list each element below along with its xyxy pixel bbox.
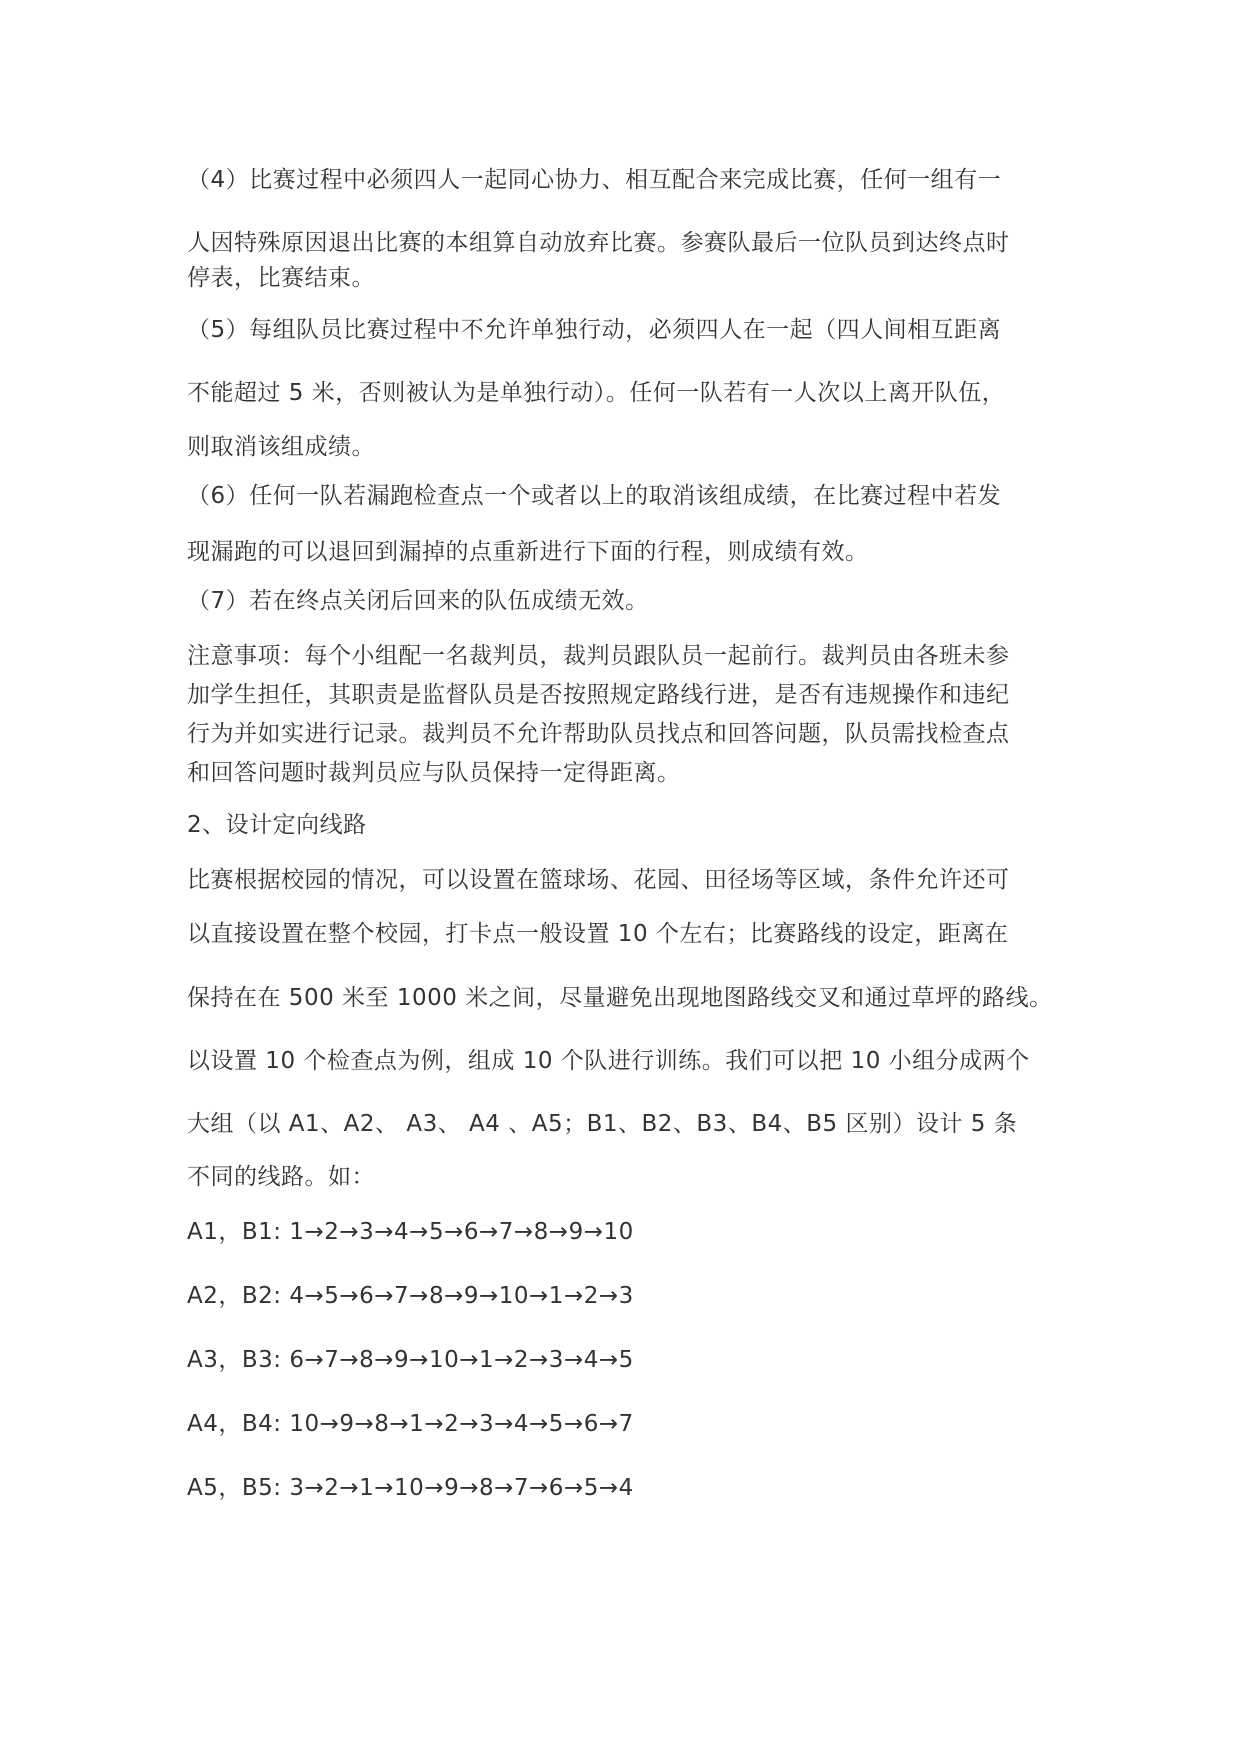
notes-line-1: 注意事项：每个小组配一名裁判员，裁判员跟队员一起前行。裁判员由各班未参 — [187, 643, 1010, 669]
route-line-a4-b4: A4，B4: 10→9→8→1→2→3→4→5→6→7 — [187, 1411, 634, 1437]
route-line-a5-b5: A5，B5: 3→2→1→10→9→8→7→6→5→4 — [187, 1475, 634, 1501]
design-paragraph-line-1: 比赛根据校园的情况，可以设置在篮球场、花园、田径场等区域，条件允许还可 — [187, 867, 1010, 893]
design-paragraph-line-2: 以直接设置在整个校园，打卡点一般设置 10 个左右；比赛路线的设定，距离在 — [187, 921, 1009, 947]
route-line-a1-b1: A1，B1: 1→2→3→4→5→6→7→8→9→10 — [187, 1219, 634, 1245]
rule-6-line-1: （6）任何一队若漏跑检查点一个或者以上的取消该组成绩，在比赛过程中若发 — [187, 483, 1002, 509]
design-paragraph-line-5: 大组（以 A1、A2、 A3、 A4 、A5；B1、B2、B3、B4、B5 区别）设计 5 条 — [187, 1111, 1018, 1137]
notes-line-4: 和回答问题时裁判员应与队员保持一定得距离。 — [187, 760, 681, 786]
design-paragraph-line-6: 不同的线路。如： — [187, 1164, 375, 1190]
rule-5-line-2: 不能超过 5 米，否则被认为是单独行动）。任何一队若有一人次以上离开队伍， — [187, 380, 1006, 406]
design-paragraph-line-3: 保持在在 500 米至 1000 米之间，尽量避免出现地图路线交叉和通过草坪的路线。 — [187, 985, 1053, 1011]
rule-6-line-2: 现漏跑的可以退回到漏掉的点重新进行下面的行程，则成绩有效。 — [187, 539, 869, 565]
rule-5-line-3: 则取消该组成绩。 — [187, 434, 375, 460]
section-heading: 2、设计定向线路 — [187, 812, 367, 838]
rule-4-line-2: 人因特殊原因退出比赛的本组算自动放弃比赛。参赛队最后一位队员到达终点时 — [187, 230, 1010, 256]
rule-7-line: （7）若在终点关闭后回来的队伍成绩无效。 — [187, 588, 649, 614]
rule-5-line-1: （5）每组队员比赛过程中不允许单独行动，必须四人在一起（四人间相互距离 — [187, 317, 1002, 343]
route-line-a3-b3: A3，B3: 6→7→8→9→10→1→2→3→4→5 — [187, 1347, 634, 1373]
route-line-a2-b2: A2，B2: 4→5→6→7→8→9→10→1→2→3 — [187, 1283, 634, 1309]
notes-line-2: 加学生担任，其职责是监督队员是否按照规定路线行进，是否有违规操作和违纪 — [187, 682, 1010, 708]
design-paragraph-line-4: 以设置 10 个检查点为例，组成 10 个队进行训练。我们可以把 10 小组分成两个 — [187, 1048, 1030, 1074]
rule-4-line-3: 停表，比赛结束。 — [187, 265, 375, 291]
notes-line-3: 行为并如实进行记录。裁判员不允许帮助队员找点和回答问题，队员需找检查点 — [187, 721, 1010, 747]
rule-4-line-1: （4）比赛过程中必须四人一起同心协力、相互配合来完成比赛，任何一组有一 — [187, 167, 1002, 193]
